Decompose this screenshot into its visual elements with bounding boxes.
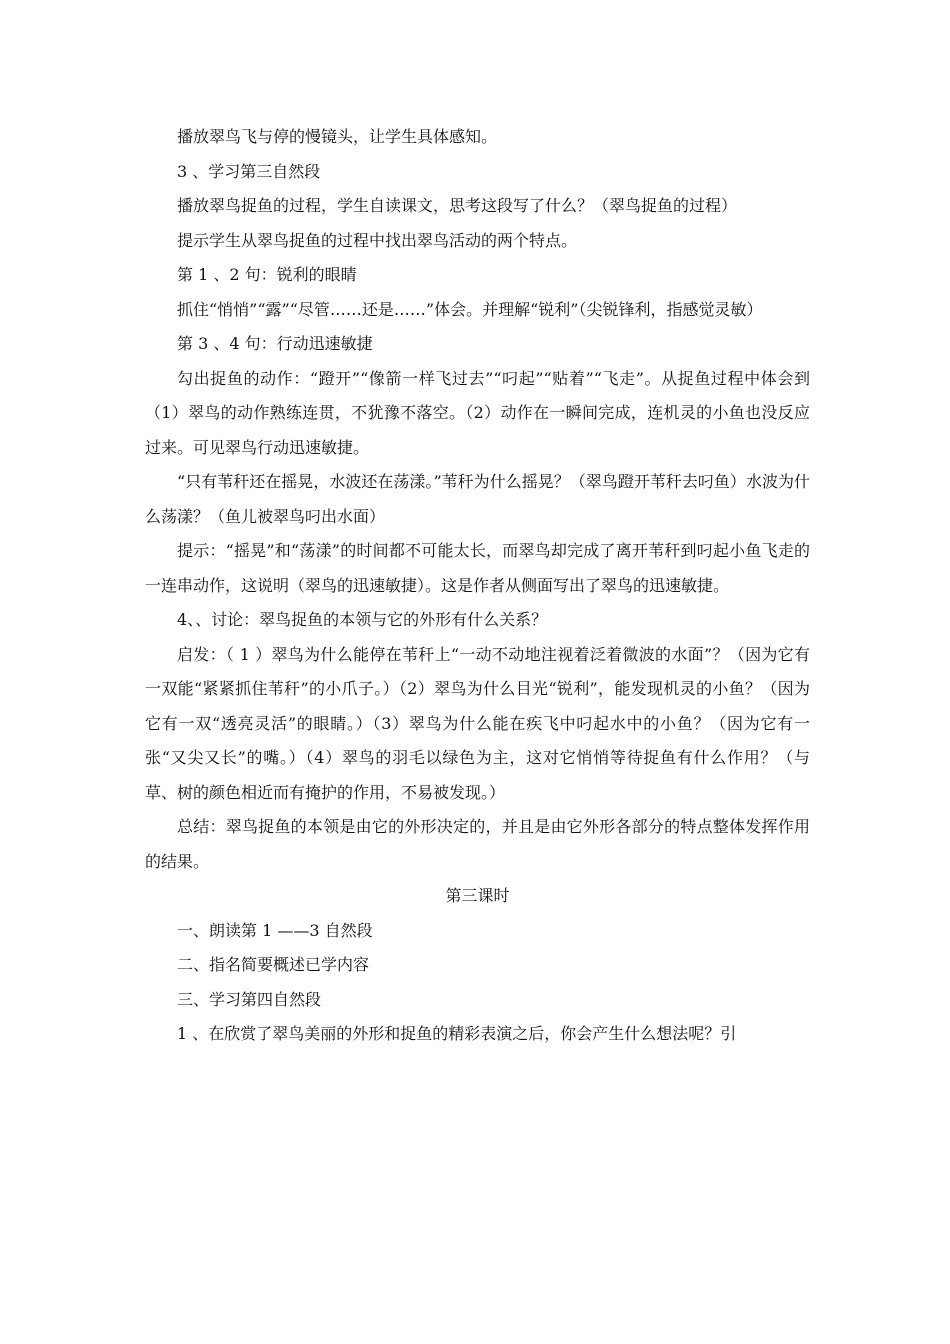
paragraph-understand-sharp: 抓住“悄悄”“露”“尽管……还是……”体会。并理解“锐利”（尖锐锋利，指感觉灵敏）	[177, 299, 763, 319]
list-item-study-paragraph-four: 三、学习第四自然段	[177, 989, 322, 1009]
paragraph-inspiration-questions: 启发：（ 1 ）翠鸟为什么能停在苇秆上“一动不动地注视着泛着微波的水面”？（因为它有一双能“紧紧抓住苇秆”的小爪子。）（2）翠鸟为什么目光“锐利”，能发现机灵的小鱼？（因为它有一双“透亮灵活”的眼睛。）（3）翠鸟为什么能在疾飞中叼起水中的小鱼？（因为它有一张“又尖又长”的嘴。）（4）翠鸟的羽毛以绿色为主，这对它悄悄等待捉鱼有什么作用？（与草、树的颜色相近而有掩护的作用，不易被发现。）	[145, 644, 810, 802]
list-item-summarize-learned: 二、指名简要概述已学内容	[177, 955, 370, 974]
subheading-sharp-eyes: 第 1 、2 句：锐利的眼睛	[177, 265, 357, 284]
section-title-third-lesson: 第三课时	[445, 886, 510, 905]
heading-study-paragraph-three: 3 、学习第三自然段	[177, 161, 321, 181]
list-item-read-aloud: 一、朗读第 1 ——3 自然段	[177, 920, 373, 940]
paragraph-after-appreciation: 1 、在欣赏了翠鸟美丽的外形和捉鱼的精彩表演之后，你会产生什么想法呢？引	[177, 1024, 737, 1043]
paragraph-find-two-features: 提示学生从翠鸟捉鱼的过程中找出翠鸟活动的两个特点。	[177, 230, 578, 250]
paragraph-fishing-actions: 勾出捉鱼的动作：“蹬开”“像箭一样飞过去”“叼起”“贴着”“飞走”。从捉鱼过程中体会到（1）翠鸟的动作熟练连贯，不犹豫不落空。（2）动作在一瞬间完成，连机灵的小鱼也没反应过来。可见翠鸟行动迅速敏捷。	[145, 368, 810, 457]
subheading-quick-action: 第 3 、4 句：行动迅速敏捷	[177, 334, 373, 353]
heading-discussion: 4、、讨论：翠鸟捉鱼的本领与它的外形有什么关系？	[177, 610, 548, 629]
document-body	[145, 120, 810, 1052]
paragraph-play-fishing-process: 播放翠鸟捉鱼的过程，学生自读课文，思考这段写了什么？（翠鸟捉鱼的过程）	[177, 196, 738, 215]
paragraph-slow-motion: 播放翠鸟飞与停的慢镜头，让学生具体感知。	[177, 127, 498, 146]
paragraph-reed-and-waves: “只有苇秆还在摇晃，水波还在荡漾。”苇秆为什么摇晃？（翠鸟蹬开苇秆去叼鱼）水波为什么荡漾？（鱼儿被翠鸟叼出水面）	[145, 472, 810, 526]
paragraph-summary: 总结：翠鸟捉鱼的本领是由它的外形决定的，并且是由它外形各部分的特点整体发挥作用的结果。	[145, 817, 810, 871]
paragraph-hint-side-description: 提示：“摇晃”和“荡漾”的时间都不可能太长，而翠鸟却完成了离开苇秆到叼起小鱼飞走的一连串动作，这说明（翠鸟的迅速敏捷）。这是作者从侧面写出了翠鸟的迅速敏捷。	[145, 541, 810, 595]
